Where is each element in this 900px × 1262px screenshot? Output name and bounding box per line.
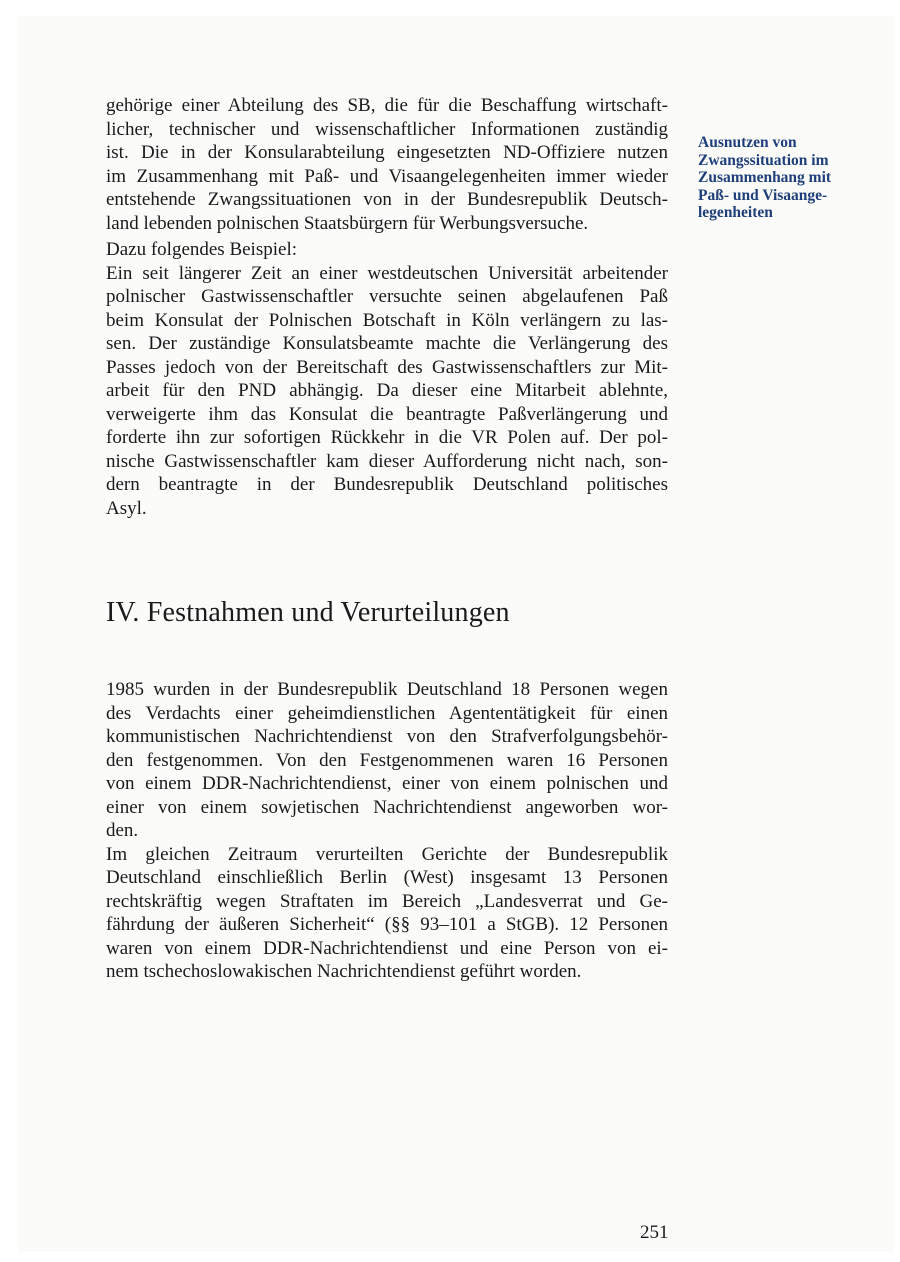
paragraph-1-line: land lebenden polnischen Staatsbürgern für Werbungsversuche.: [106, 212, 589, 234]
paragraph-1-line: im Zusammenhang mit Paß- und Visaangelegenheiten immer wieder: [106, 165, 668, 187]
paragraph-3-line: des Verdachts einer geheimdienstlichen Agententätigkeit für einen: [106, 702, 668, 724]
paragraph-1-line: ist. Die in der Konsularabteilung eingesetzten ND-Offiziere nutzen: [106, 142, 668, 163]
margin-note: [698, 134, 868, 222]
paragraph-3-line: Im gleichen Zeitraum verurteilten Gerichte der Bundesrepublik: [106, 843, 668, 865]
section-heading: IV. Festnahmen und Verurteilungen: [106, 597, 510, 628]
margin-note-line: Ausnutzen von: [698, 134, 797, 151]
paragraph-3-line: fährdung der äußeren Sicherheit“ (§§ 93–101 a StGB). 12 Personen: [106, 914, 668, 935]
paragraph-2-line: nische Gastwissenschaftler kam dieser Aufforderung nicht nach, son-: [106, 450, 668, 472]
paragraph-3-line: nem tschechoslowakischen Nachrichtendienst geführt worden.: [106, 961, 582, 982]
paragraph-2-line: Dazu folgendes Beispiel:: [106, 239, 298, 260]
paragraph-2-line: verweigerte ihm das Konsulat die beantragte Paßverlängerung und: [106, 403, 668, 425]
paragraph-3-line: rechtskräftig wegen Straftaten im Bereich „Landesverrat und Ge-: [106, 890, 668, 912]
paragraph-3-line: den.: [106, 820, 139, 841]
paragraph-2-line: beim Konsulat der Polnischen Botschaft in Köln verlängern zu las-: [106, 309, 668, 331]
paragraph-3-line: waren von einem DDR-Nachrichtendienst und eine Person von ei-: [106, 937, 668, 959]
margin-note-line: Zwangssituation im: [698, 151, 829, 169]
paragraph-1-line: gehörige einer Abteilung des SB, die für die Beschaffung wirtschaft-: [106, 95, 668, 116]
paragraph-3-line: einer von einem sowjetischen Nachrichtendienst angeworben wor-: [106, 796, 668, 818]
paragraph-2-line: dern beantragte in der Bundesrepublik Deutschland politisches: [106, 474, 668, 495]
paragraph-3-line: Deutschland einschließlich Berlin (West) insgesamt 13 Personen: [106, 867, 668, 888]
paragraph-2: [106, 238, 668, 520]
paragraph-1-line: entstehende Zwangssituationen von in der Bundesrepublik Deutsch-: [106, 189, 668, 210]
paragraph-1-line: licher, technischer und wissenschaftlicher Informationen zuständig: [106, 118, 668, 140]
paragraph-2-line: forderte ihn zur sofortigen Rückkehr in die VR Polen auf. Der pol-: [106, 427, 668, 448]
margin-note-line: Zusammenhang mit: [698, 169, 832, 186]
paragraph-2-line: Passes jedoch von der Bereitschaft des Gastwissenschaftlers zur Mit-: [106, 356, 668, 378]
paragraph-3: [106, 678, 668, 984]
paragraph-2-line: polnischer Gastwissenschaftler versuchte seinen abgelaufenen Paß: [106, 286, 668, 307]
paragraph-2-line: Ein seit längerer Zeit an einer westdeutschen Universität arbeitender: [106, 262, 668, 284]
paragraph-2-line: sen. Der zuständige Konsulatsbeamte machte die Verlängerung des: [106, 333, 668, 354]
paragraph-3-line: von einem DDR-Nachrichtendienst, einer von einem polnischen und: [106, 773, 668, 794]
margin-note-line: legenheiten: [698, 204, 773, 221]
paragraph-2-line: arbeit für den PND abhängig. Da dieser eine Mitarbeit ablehnte,: [106, 380, 668, 401]
paragraph-3-line: 1985 wurden in der Bundesrepublik Deutschland 18 Personen wegen: [106, 679, 668, 700]
paragraph-1: [106, 94, 668, 235]
page-number: 251: [640, 1222, 669, 1243]
paragraph-2-line: Asyl.: [106, 497, 147, 519]
paragraph-3-line: den festgenommen. Von den Festgenommenen waren 16 Personen: [106, 749, 668, 771]
paragraph-3-line: kommunistischen Nachrichtendienst von den Strafverfolgungsbehör-: [106, 726, 668, 747]
margin-note-line: Paß- und Visaange-: [698, 186, 828, 204]
